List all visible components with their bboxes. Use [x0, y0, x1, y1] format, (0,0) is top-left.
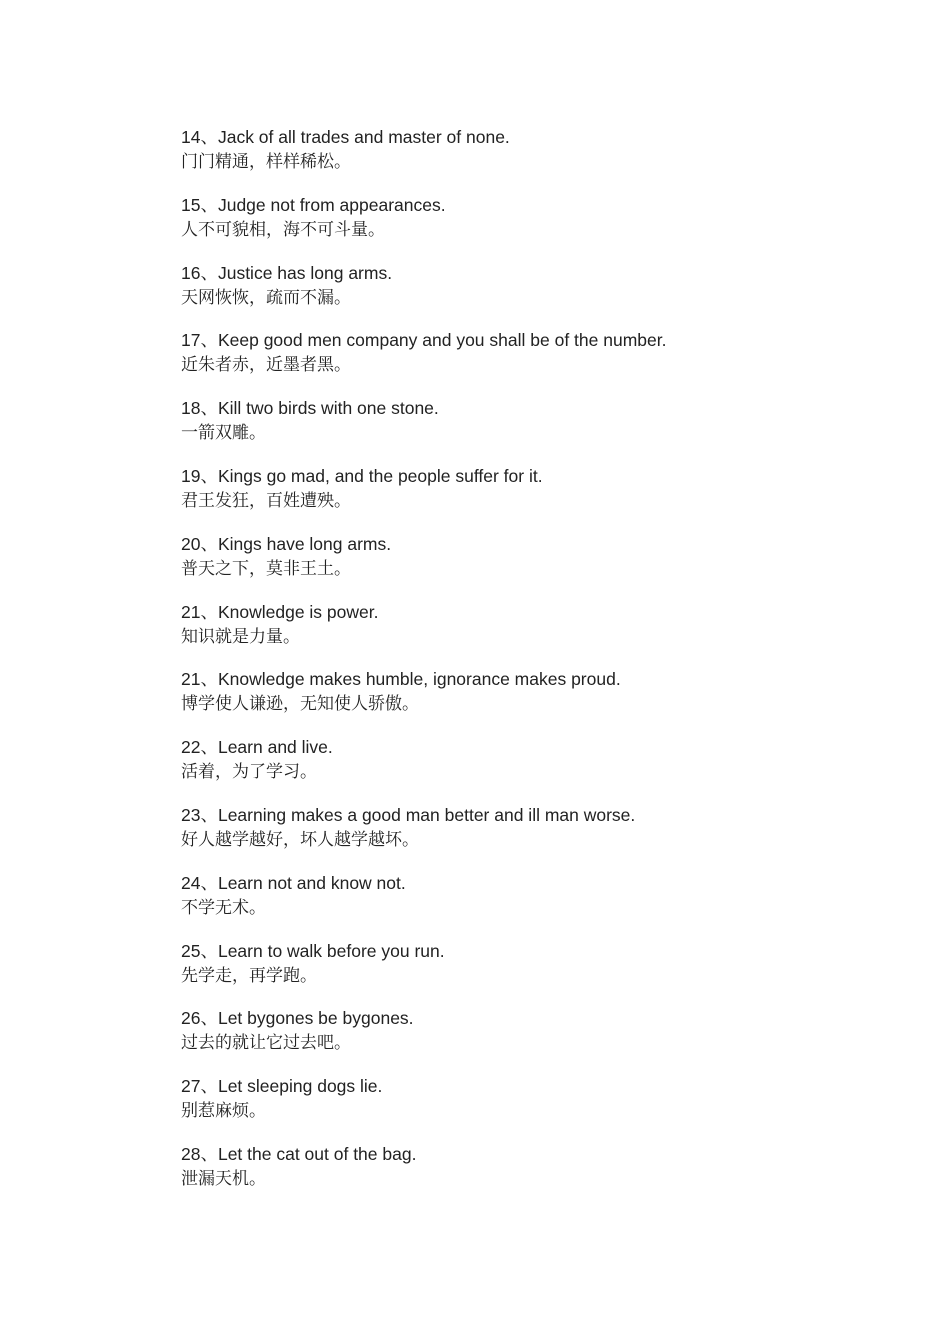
proverb-entry: [181, 532, 881, 600]
proverb-entry: [181, 396, 881, 464]
proverb-english: 21、Knowledge is power.: [181, 601, 379, 622]
proverb-entry: [181, 328, 881, 396]
proverb-chinese: 君王发狂，百姓遭殃。: [181, 490, 351, 511]
proverb-entry: [181, 193, 881, 261]
proverb-english: 17、Keep good men company and you shall be of the number.: [181, 330, 667, 351]
proverb-entry: [181, 600, 881, 668]
proverb-english: 22、Learn and live.: [181, 737, 333, 758]
proverb-chinese: 先学走，再学跑。: [181, 965, 317, 986]
proverb-entry: [181, 939, 881, 1007]
proverb-entry: [181, 1142, 881, 1210]
proverb-english: 14、Jack of all trades and master of none.: [181, 127, 510, 147]
proverb-english: 16、Justice has long arms.: [181, 262, 393, 283]
proverb-entry: [181, 871, 881, 939]
proverb-entry: [181, 1006, 881, 1074]
proverb-english: 25、Learn to walk before you run.: [181, 940, 445, 961]
proverb-list: [181, 125, 881, 1210]
proverb-chinese: 普天之下，莫非王土。: [181, 558, 351, 579]
proverb-chinese: 博学使人谦逊，无知使人骄傲。: [181, 694, 419, 715]
proverb-english: 18、Kill two birds with one stone.: [181, 398, 439, 419]
proverb-entry: [181, 1074, 881, 1142]
proverb-chinese: 门门精通，样样稀松。: [181, 152, 351, 172]
proverb-chinese: 不学无术。: [181, 897, 266, 918]
proverb-chinese: 天网恢恢，疏而不漏。: [181, 287, 351, 308]
proverb-english: 23、Learning makes a good man better and ill man worse.: [181, 804, 636, 825]
proverb-entry: [181, 464, 881, 532]
proverb-english: 26、Let bygones be bygones.: [181, 1008, 414, 1029]
proverb-english: 28、Let the cat out of the bag.: [181, 1143, 417, 1164]
proverb-english: 21、Knowledge makes humble, ignorance makes proud.: [181, 669, 621, 690]
proverb-chinese: 近朱者赤，近墨者黑。: [181, 355, 351, 376]
proverb-chinese: 知识就是力量。: [181, 626, 300, 647]
proverb-english: 27、Let sleeping dogs lie.: [181, 1076, 383, 1097]
proverb-chinese: 过去的就让它过去吧。: [181, 1033, 351, 1054]
proverb-chinese: 活着，为了学习。: [181, 762, 317, 783]
proverb-english: 15、Judge not from appearances.: [181, 194, 446, 215]
proverb-entry: [181, 735, 881, 803]
proverb-entry: [181, 125, 881, 193]
proverb-english: 24、Learn not and know not.: [181, 872, 406, 893]
proverb-chinese: 好人越学越好，坏人越学越坏。: [181, 829, 419, 850]
proverb-entry: [181, 803, 881, 871]
proverb-entry: [181, 261, 881, 329]
proverb-chinese: 别惹麻烦。: [181, 1101, 266, 1122]
proverb-chinese: 泄漏天机。: [181, 1168, 266, 1189]
proverb-english: 20、Kings have long arms.: [181, 533, 392, 554]
proverb-chinese: 人不可貌相，海不可斗量。: [181, 219, 385, 240]
proverb-english: 19、Kings go mad, and the people suffer for it.: [181, 465, 543, 486]
proverb-entry: [181, 667, 881, 735]
proverb-chinese: 一箭双雕。: [181, 423, 266, 444]
